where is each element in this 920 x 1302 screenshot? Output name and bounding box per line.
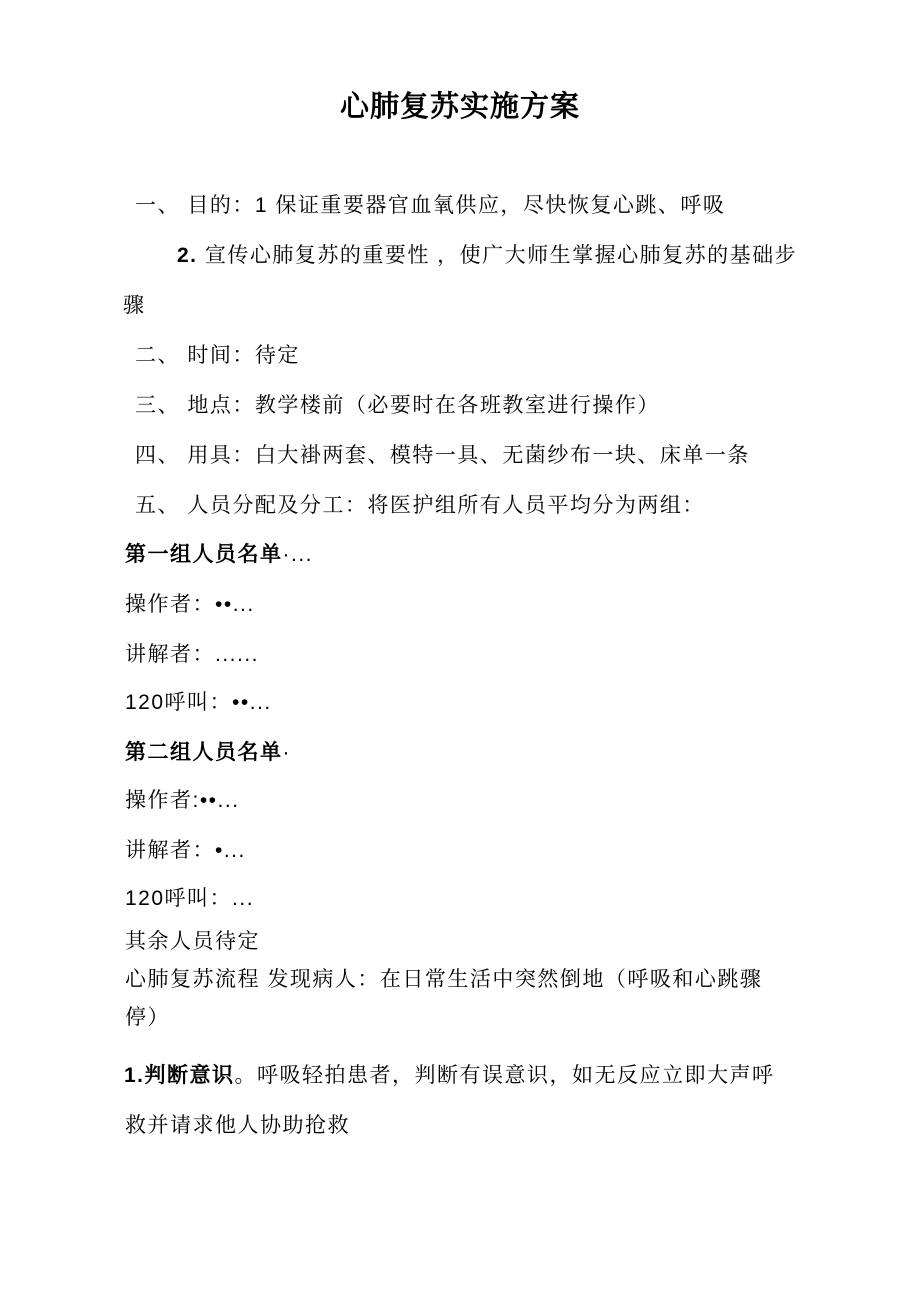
text-segment: 骤 (123, 294, 146, 317)
item-2-time (135, 343, 300, 368)
group1-operator (125, 592, 255, 617)
text-segment: 停） (125, 1006, 170, 1029)
text-segment: 操作者：••... (125, 593, 255, 616)
text-segment: 120呼叫：••... (125, 691, 272, 714)
item-1-purpose-point-2-wrap (123, 293, 146, 318)
text-segment-bold: 第二组人员名单 (125, 741, 283, 764)
cpr-flow-discover-patient (125, 967, 762, 992)
group2-caller-120 (125, 886, 254, 911)
group2-operator (125, 788, 240, 813)
text-segment: · (282, 741, 291, 764)
item-3-location (135, 393, 660, 418)
text-segment: 120呼叫：... (125, 887, 255, 910)
item-4-equipment (135, 443, 750, 468)
text-segment: 其余人员待定 (125, 930, 260, 953)
text-segment-bold: 第一组人员名单 (125, 543, 283, 566)
text-segment: 操作者:••... (125, 789, 240, 812)
document-title: 心肺复苏实施方案 (339, 91, 580, 123)
group1-caller-120 (125, 690, 272, 715)
text-segment: ·... (282, 543, 313, 566)
text-segment: 救并请求他人协助抢救 (125, 1114, 350, 1137)
text-segment: 心肺复苏流程 发现病人：在日常生活中突然倒地（呼吸和心跳骤 (125, 968, 763, 991)
text-segment: 讲解者：•... (125, 839, 246, 862)
step-1-judge-consciousness-wrap (125, 1113, 350, 1138)
item-5-personnel-division (135, 493, 705, 518)
step-1-judge-consciousness (124, 1063, 775, 1088)
item-1-purpose (135, 193, 725, 218)
text-segment-bold: 2. (177, 244, 198, 267)
group2-presenter (125, 838, 246, 863)
text-segment: 三、 地点：教学楼前（必要时在各班教室进行操作） (135, 394, 660, 417)
text-segment: 宣传心肺复苏的重要性 ，使广大师生掌握心肺复苏的基础步 (197, 244, 798, 267)
group1-presenter (125, 642, 259, 667)
cpr-flow-discover-patient-wrap (125, 1005, 170, 1030)
remaining-personnel-tbd (125, 929, 260, 954)
group1-roster-heading (125, 542, 313, 567)
text-segment: 四、 用具：白大褂两套、模特一具、无菌纱布一块、床单一条 (135, 444, 750, 467)
text-segment: 五、 人员分配及分工：将医护组所有人员平均分为两组： (135, 494, 705, 517)
text-segment-bold: 1.判断意识 (124, 1064, 235, 1087)
group2-roster-heading (125, 740, 291, 765)
text-segment: 一、 目的：1 保证重要器官血氧供应，尽快恢复心跳、呼吸 (135, 194, 726, 217)
item-1-purpose-point-2 (177, 243, 797, 268)
text-segment: 讲解者：...... (125, 643, 260, 666)
text-segment: 。呼吸轻拍患者，判断有误意识，如无反应立即大声呼 (234, 1064, 775, 1087)
text-segment: 二、 时间：待定 (135, 344, 300, 367)
